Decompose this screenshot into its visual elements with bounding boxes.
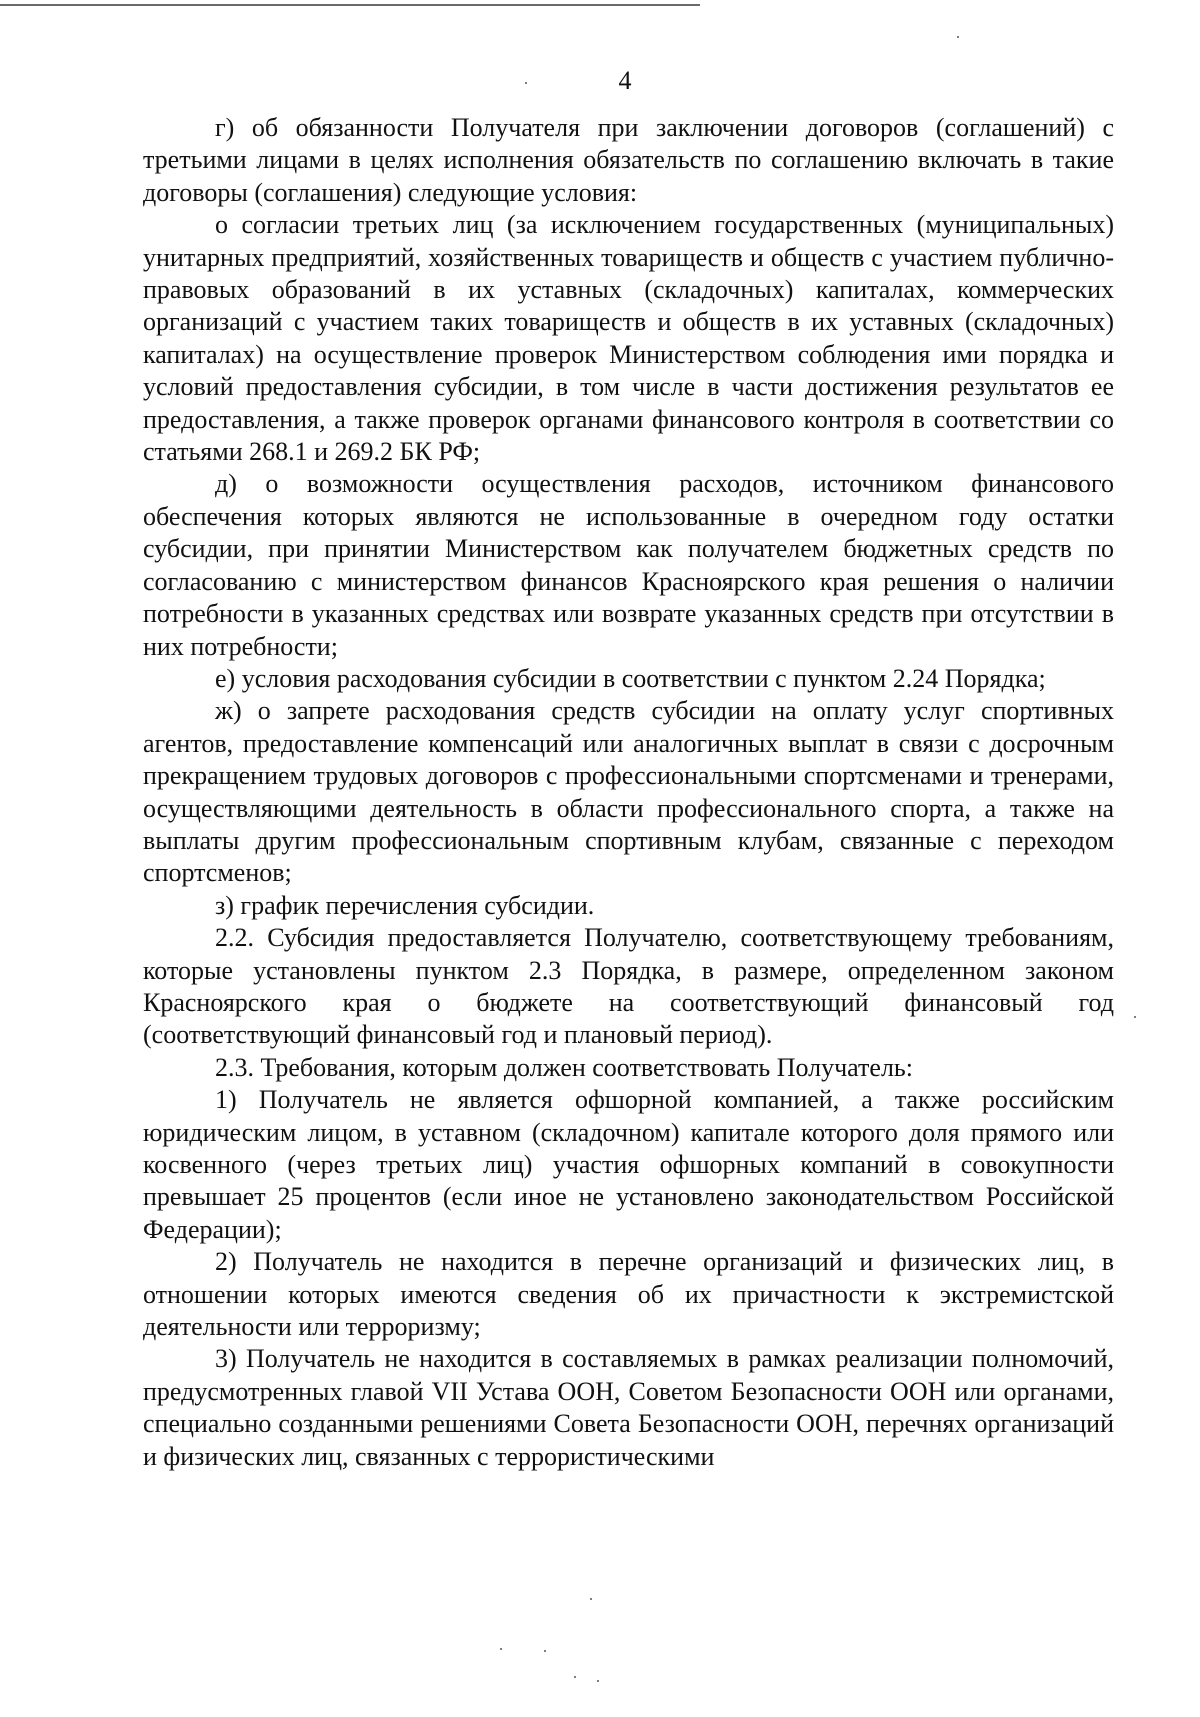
- scan-speck: [525, 82, 527, 84]
- paragraph-requirement-1: 1) Получатель не является офшорной компанией, а также российским юридическим лицом, в уставном (складочном) капитале которого доля прямого или косвенного (через третьих лиц) участия офшорных компаний в совокупности превышает 25 процентов (если иное не установлено законодательством Российской Федерации);: [143, 1085, 1114, 1244]
- scan-speck: [574, 1676, 576, 1678]
- paragraph-section-2-2: 2.2. Субсидия предоставляется Получателю, соответствующему требованиям, которые установлены пунктом 2.3 Порядка, в размере, определенном законом Красноярского края о бюджете на соответствующий финансовый год (соответствующий финансовый год и плановый период).: [143, 923, 1114, 1050]
- scan-speck: [597, 1680, 599, 1682]
- paragraph-contract-obligation: г) об обязанности Получателя при заключении договоров (соглашений) с третьими лицами в целях исполнения обязательств по соглашению включать в такие договоры (соглашения) следующие условия:: [143, 113, 1114, 207]
- scan-top-edge-line: [0, 4, 700, 6]
- scan-speck: [1134, 1016, 1136, 1018]
- scan-speck: [957, 36, 959, 38]
- paragraph-spending-conditions: е) условия расходования субсидии в соответствии с пунктом 2.24 Порядка;: [215, 663, 1046, 693]
- paragraph-unused-balance: д) о возможности осуществления расходов, источником финансового обеспечения которых являются не использованные в очередном году остатки субсидии, при принятии Министерством как получателем бюджетных средств по согласованию с министерством финансов Красноярского края решения о наличии потребности в указанных средствах или возврате указанных средств при отсутствии в них потребности;: [143, 469, 1114, 661]
- scan-speck: [500, 1648, 502, 1650]
- page-number: 4: [618, 66, 632, 95]
- document-body: [143, 112, 1114, 1473]
- paragraph-transfer-schedule: з) график перечисления субсидии.: [215, 890, 595, 920]
- paragraph-section-2-3: 2.3. Требования, которым должен соответствовать Получатель:: [215, 1052, 914, 1082]
- scan-speck: [544, 1650, 546, 1652]
- scan-speck: [590, 1598, 592, 1600]
- paragraph-requirement-3: 3) Получатель не находится в составляемых в рамках реализации полномочий, предусмотренных главой VII Устава ООН, Советом Безопасности ООН или органами, специально созданными решениями Совета Безопасности ООН, перечнях организаций и физических лиц, связанных с террористическими: [143, 1344, 1114, 1471]
- paragraph-spending-prohibition: ж) о запрете расходования средств субсидии на оплату услуг спортивных агентов, предоставление компенсаций или аналогичных выплат в связи с досрочным прекращением трудовых договоров с профессиональными спортсменами и тренерами, осуществляющими деятельность в области профессионального спорта, а также на выплаты другим профессиональным спортивным клубам, связанные с переходом спортсменов;: [143, 696, 1114, 888]
- paragraph-third-party-consent: о согласии третьих лиц (за исключением государственных (муниципальных) унитарных предприятий, хозяйственных товариществ и обществ с участием публично-правовых образований в их уставных (складочных) капиталах, коммерческих организаций с участием таких товариществ и обществ в их уставных (складочных) капиталах) на осуществление проверок Министерством соблюдения ими порядка и условий предоставления субсидии, в том числе в части достижения результатов ее предоставления, а также проверок органами финансового контроля в соответствии со статьями 268.1 и 269.2 БК РФ;: [143, 210, 1114, 467]
- paragraph-requirement-2: 2) Получатель не находится в перечне организаций и физических лиц, в отношении которых имеются сведения об их причастности к экстремистской деятельности или терроризму;: [143, 1247, 1114, 1342]
